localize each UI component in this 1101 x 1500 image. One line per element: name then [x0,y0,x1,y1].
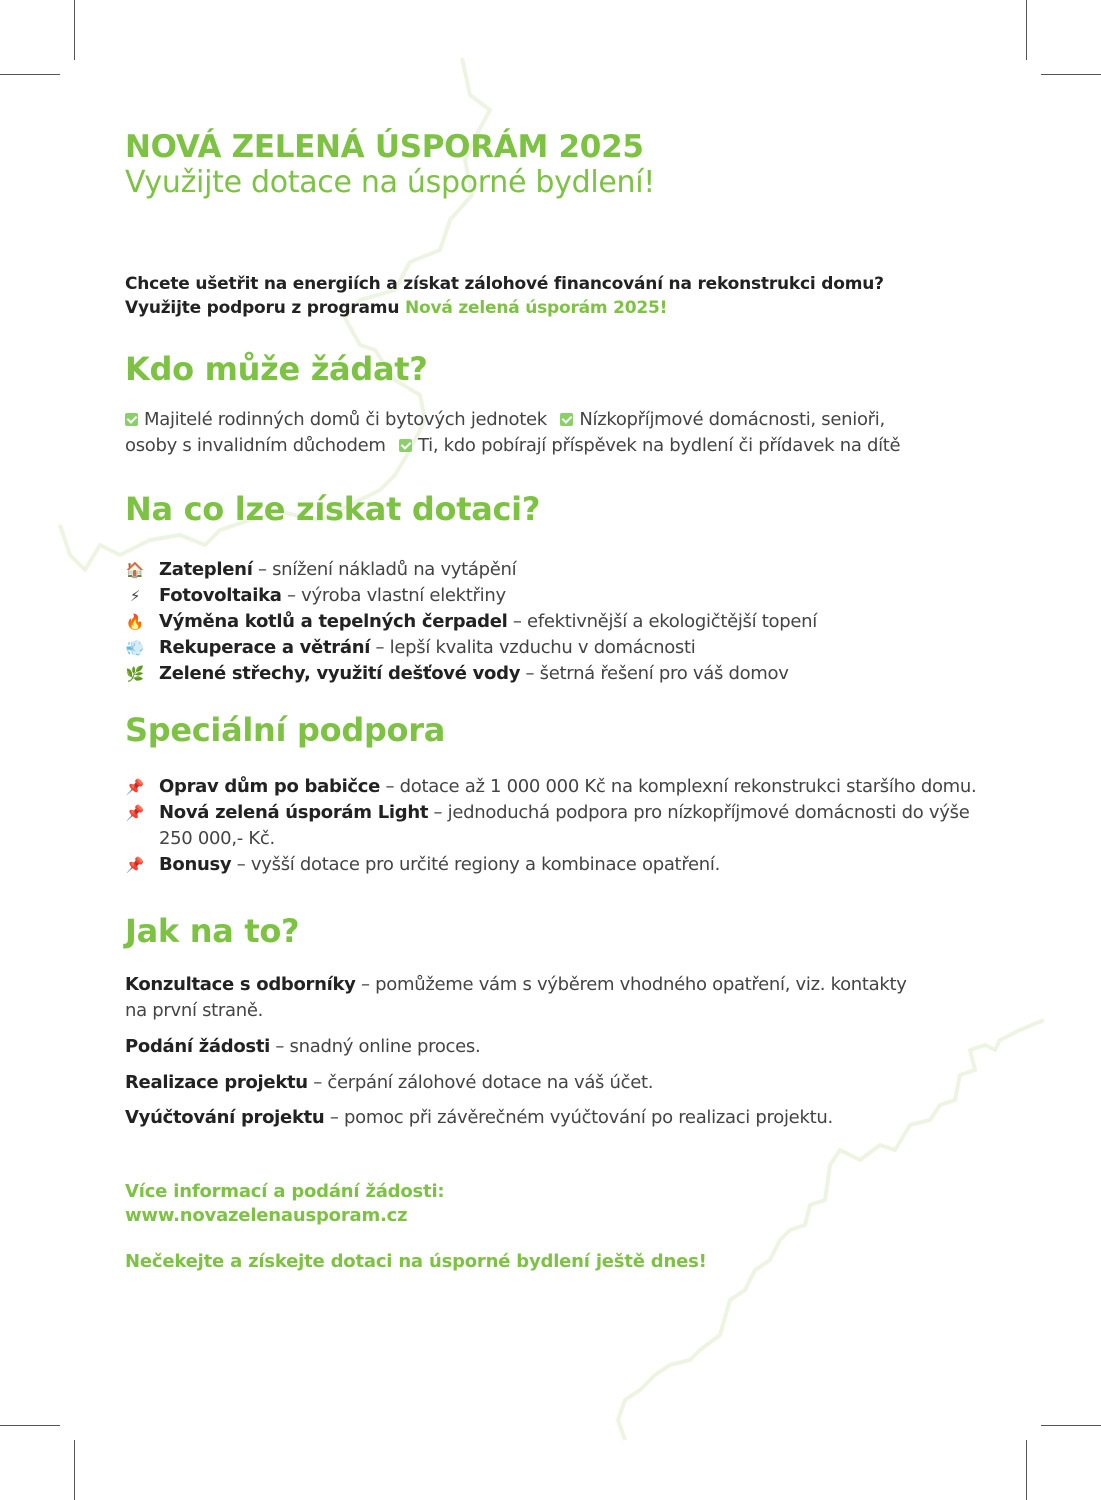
pin-icon: 📌 [125,856,145,874]
who-can-apply-list [125,407,900,459]
crop-mark [74,0,75,60]
who-item: Majitelé rodinných domů či bytových jednotek [144,409,547,430]
heading-who-can-apply: Kdo může žádat? [125,350,428,388]
page-subtitle: Využijte dotace na úsporné bydlení! [125,165,655,200]
program-name-highlight: Nová zelená úsporám 2025! [404,298,668,318]
who-line-2 [125,433,900,459]
closing-call-to-action: Nečekejte a získejte dotaci na úsporné bydlení ještě dnes! [125,1251,707,1272]
page-title: NOVÁ ZELENÁ ÚSPORÁM 2025 [125,129,644,165]
how-step: Konzultace s odborníky – pomůžeme vám s výběrem vhodného opatření, viz. kontakty na první straně. [125,974,907,1021]
list-item: 📌 Oprav dům po babičce – dotace až 1 000 000 Kč na komplexní rekonstrukci staršího domu. [125,774,976,800]
list-item-continuation: 250 000,- Kč. [159,828,275,849]
checkbox-icon [560,413,573,426]
crop-mark [1041,74,1101,75]
intro-line-1: Chcete ušetřit na energiích a získat zálohové financování na rekonstrukci domu? [125,274,884,294]
crop-mark [0,74,60,75]
special-support-list [125,774,976,878]
crop-mark [74,1440,75,1500]
more-info-label: Více informací a podání žádosti: [125,1181,445,1202]
list-item: 💨 Rekuperace a větrání – lepší kvalita vzduchu v domácnosti [125,635,817,661]
how-step: Podání žádosti – snadný online proces. [125,1036,481,1057]
house-icon: 🏠 [125,561,145,579]
list-item: 🔥 Výměna kotlů a tepelných čerpadel – efektivnější a ekologičtější topení [125,609,817,635]
who-item: Nízkopříjmové domácnosti, senioři, [579,409,885,430]
leaf-icon: 🌿 [125,665,145,683]
pin-icon: 📌 [125,778,145,796]
list-item: ⚡ Fotovoltaika – výroba vlastní elektřiny [125,583,817,609]
who-item: Ti, kdo pobírají příspěvek na bydlení či přídavek na dítě [418,435,901,456]
list-item: 🌿 Zelené střechy, využití dešťové vody – šetrná řešení pro váš domov [125,661,817,687]
heading-how-to: Jak na to? [125,912,300,950]
checkbox-icon [125,413,138,426]
how-step: Realizace projektu – čerpání zálohové dotace na váš účet. [125,1072,654,1093]
list-item: 🏠 Zateplení – snížení nákladů na vytápění [125,557,817,583]
heading-what-to-fund: Na co lze získat dotaci? [125,490,541,528]
how-step: Vyúčtování projektu – pomoc při závěrečném vyúčtování po realizaci projektu. [125,1107,833,1128]
website-link[interactable]: www.novazelenausporam.cz [125,1205,408,1226]
lightning-icon: ⚡ [129,587,141,605]
crop-mark [1026,0,1027,60]
who-item: osoby s invalidním důchodem [125,435,386,456]
crop-mark [0,1425,60,1426]
intro-paragraph [125,272,884,320]
who-line-1 [125,407,900,433]
intro-line-2: Využijte podporu z programu Nová zelená úsporám 2025! [125,298,668,318]
list-item: 📌 Nová zelená úsporám Light – jednoduchá podpora pro nízkopříjmové domácnosti do výše [125,800,976,826]
fire-icon: 🔥 [125,613,145,631]
subsidies-list [125,557,817,687]
list-item: 📌 Bonusy – vyšší dotace pro určité regiony a kombinace opatření. [125,852,976,878]
crop-mark [1041,1425,1101,1426]
wind-icon: 💨 [125,639,145,657]
pin-icon: 📌 [125,804,145,822]
heading-special-support: Speciální podpora [125,711,446,749]
more-info [125,1180,444,1228]
checkbox-icon [399,439,412,452]
crop-mark [1026,1440,1027,1500]
